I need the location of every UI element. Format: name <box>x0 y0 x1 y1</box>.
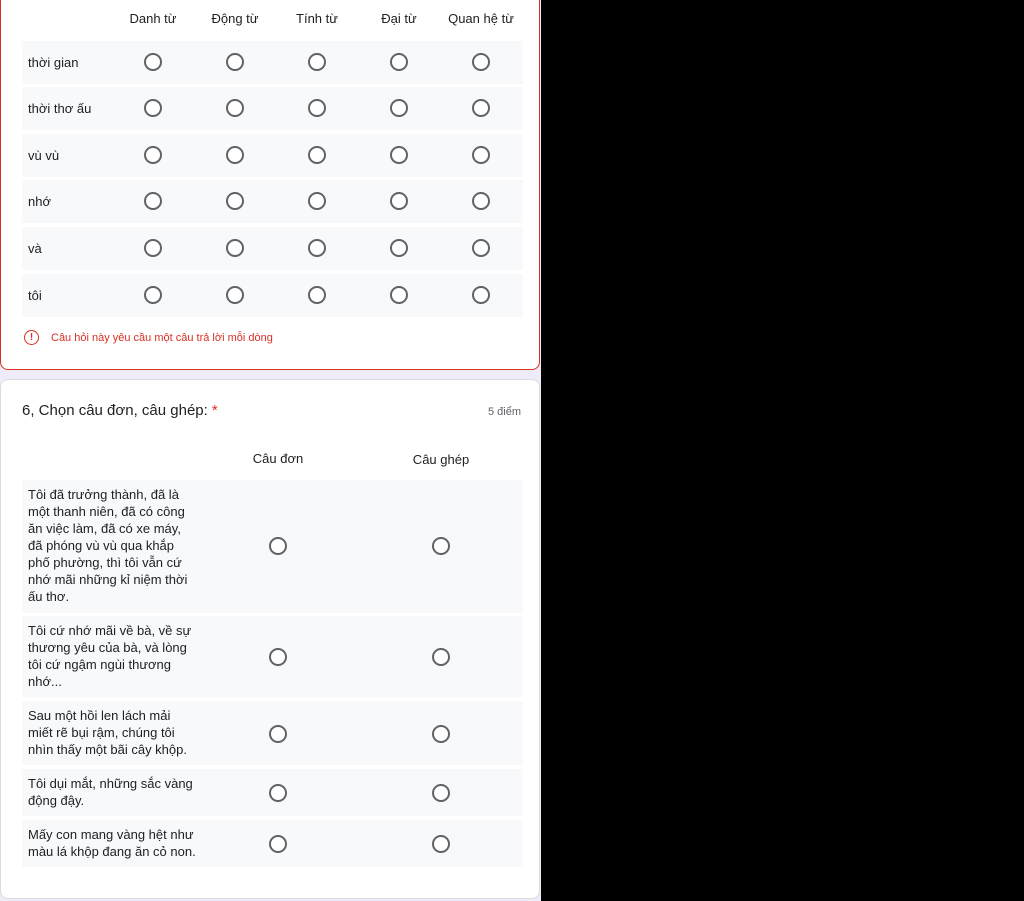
row-label: và <box>28 241 42 256</box>
question-card-6 <box>0 379 540 899</box>
radio-va-danh-tu[interactable] <box>144 239 162 257</box>
radio-thoi-tho-au-tinh-tu[interactable] <box>308 99 326 117</box>
grid-row-sentence-3 <box>22 701 523 765</box>
radio-sentence-3-cau-ghep[interactable] <box>432 725 450 743</box>
radio-sentence-4-cau-don[interactable] <box>269 784 287 802</box>
radio-nho-danh-tu[interactable] <box>144 192 162 210</box>
radio-thoi-gian-dong-tu[interactable] <box>226 53 244 71</box>
radio-toi-quan-he-tu[interactable] <box>472 286 490 304</box>
error-message <box>24 330 273 345</box>
column-header-cau-don: Câu đơn <box>252 451 304 466</box>
radio-vu-vu-quan-he-tu[interactable] <box>472 146 490 164</box>
question-title <box>22 402 218 419</box>
radio-vu-vu-tinh-tu[interactable] <box>308 146 326 164</box>
grid-row-thoi-gian <box>22 41 523 84</box>
radio-nho-dai-tu[interactable] <box>390 192 408 210</box>
radio-thoi-gian-dai-tu[interactable] <box>390 53 408 71</box>
radio-sentence-1-cau-ghep[interactable] <box>432 537 450 555</box>
question-card-5 <box>0 0 540 370</box>
radio-nho-tinh-tu[interactable] <box>308 192 326 210</box>
row-label: Mấy con mang vàng hệt như màu lá khộp đang ăn cỏ non. <box>28 827 196 859</box>
row-label: Tôi đã trưởng thành, đã là một thanh niên, đã có công ăn việc làm, đã có xe máy, đã phóng vù vù qua khắp phố phường, thì tôi vẫn cứ nhớ mãi những kỉ niệm thời ấu thơ. <box>28 487 188 604</box>
column-header-dai-tu: Đại từ <box>381 11 417 26</box>
radio-sentence-3-cau-don[interactable] <box>269 725 287 743</box>
grid-row-sentence-2 <box>22 616 523 697</box>
radio-thoi-tho-au-danh-tu[interactable] <box>144 99 162 117</box>
radio-thoi-tho-au-dong-tu[interactable] <box>226 99 244 117</box>
radio-va-dai-tu[interactable] <box>390 239 408 257</box>
grid-row-nho <box>22 180 523 223</box>
row-label: vù vù <box>28 148 60 163</box>
row-label: thời thơ ấu <box>28 101 92 116</box>
radio-sentence-5-cau-ghep[interactable] <box>432 835 450 853</box>
radio-nho-dong-tu[interactable] <box>226 192 244 210</box>
radio-vu-vu-dai-tu[interactable] <box>390 146 408 164</box>
grid-row-toi <box>22 274 523 317</box>
column-header-danh-tu: Danh từ <box>129 11 177 26</box>
radio-nho-quan-he-tu[interactable] <box>472 192 490 210</box>
radio-thoi-gian-danh-tu[interactable] <box>144 53 162 71</box>
grid-row-sentence-1 <box>22 480 523 613</box>
error-text: Câu hỏi này yêu cầu một câu trả lời mỗi dòng <box>51 331 273 344</box>
grid-row-thoi-tho-au <box>22 87 523 130</box>
radio-va-quan-he-tu[interactable] <box>472 239 490 257</box>
error-icon: ! <box>24 330 39 345</box>
required-asterisk: * <box>211 402 218 419</box>
radio-vu-vu-danh-tu[interactable] <box>144 146 162 164</box>
radio-toi-dong-tu[interactable] <box>226 286 244 304</box>
row-label: Sau một hồi len lách mải miết rẽ bụi rậm, chúng tôi nhìn thấy một bãi cây khộp. <box>28 708 187 757</box>
grid-row-va <box>22 227 523 270</box>
radio-sentence-1-cau-don[interactable] <box>269 537 287 555</box>
radio-va-dong-tu[interactable] <box>226 239 244 257</box>
row-label: tôi <box>28 288 42 303</box>
radio-sentence-4-cau-ghep[interactable] <box>432 784 450 802</box>
grid-row-vu-vu <box>22 134 523 177</box>
column-header-cau-ghep: Câu ghép <box>412 452 470 467</box>
column-header-dong-tu: Động từ <box>211 11 259 26</box>
radio-sentence-2-cau-don[interactable] <box>269 648 287 666</box>
row-label: Tôi dụi mắt, những sắc vàng động đậy. <box>28 776 193 808</box>
radio-toi-dai-tu[interactable] <box>390 286 408 304</box>
question-title-text: 6, Chọn câu đơn, câu ghép: <box>22 402 208 419</box>
radio-toi-tinh-tu[interactable] <box>308 286 326 304</box>
column-header-quan-he-tu: Quan hệ từ <box>448 11 514 26</box>
row-label: nhớ <box>28 194 51 209</box>
radio-va-tinh-tu[interactable] <box>308 239 326 257</box>
column-header-tinh-tu: Tính từ <box>296 11 338 26</box>
radio-sentence-2-cau-ghep[interactable] <box>432 648 450 666</box>
radio-thoi-tho-au-quan-he-tu[interactable] <box>472 99 490 117</box>
radio-vu-vu-dong-tu[interactable] <box>226 146 244 164</box>
points-label: 5 điểm <box>487 406 521 418</box>
radio-thoi-gian-quan-he-tu[interactable] <box>472 53 490 71</box>
radio-toi-danh-tu[interactable] <box>144 286 162 304</box>
row-label: thời gian <box>28 55 79 70</box>
grid-row-sentence-5 <box>22 820 523 867</box>
grid-row-sentence-4 <box>22 769 523 816</box>
radio-thoi-tho-au-dai-tu[interactable] <box>390 99 408 117</box>
row-label: Tôi cứ nhớ mãi về bà, về sự thương yêu của bà, và lòng tôi cứ ngậm ngùi thương nhớ... <box>28 623 192 689</box>
radio-thoi-gian-tinh-tu[interactable] <box>308 53 326 71</box>
radio-sentence-5-cau-don[interactable] <box>269 835 287 853</box>
